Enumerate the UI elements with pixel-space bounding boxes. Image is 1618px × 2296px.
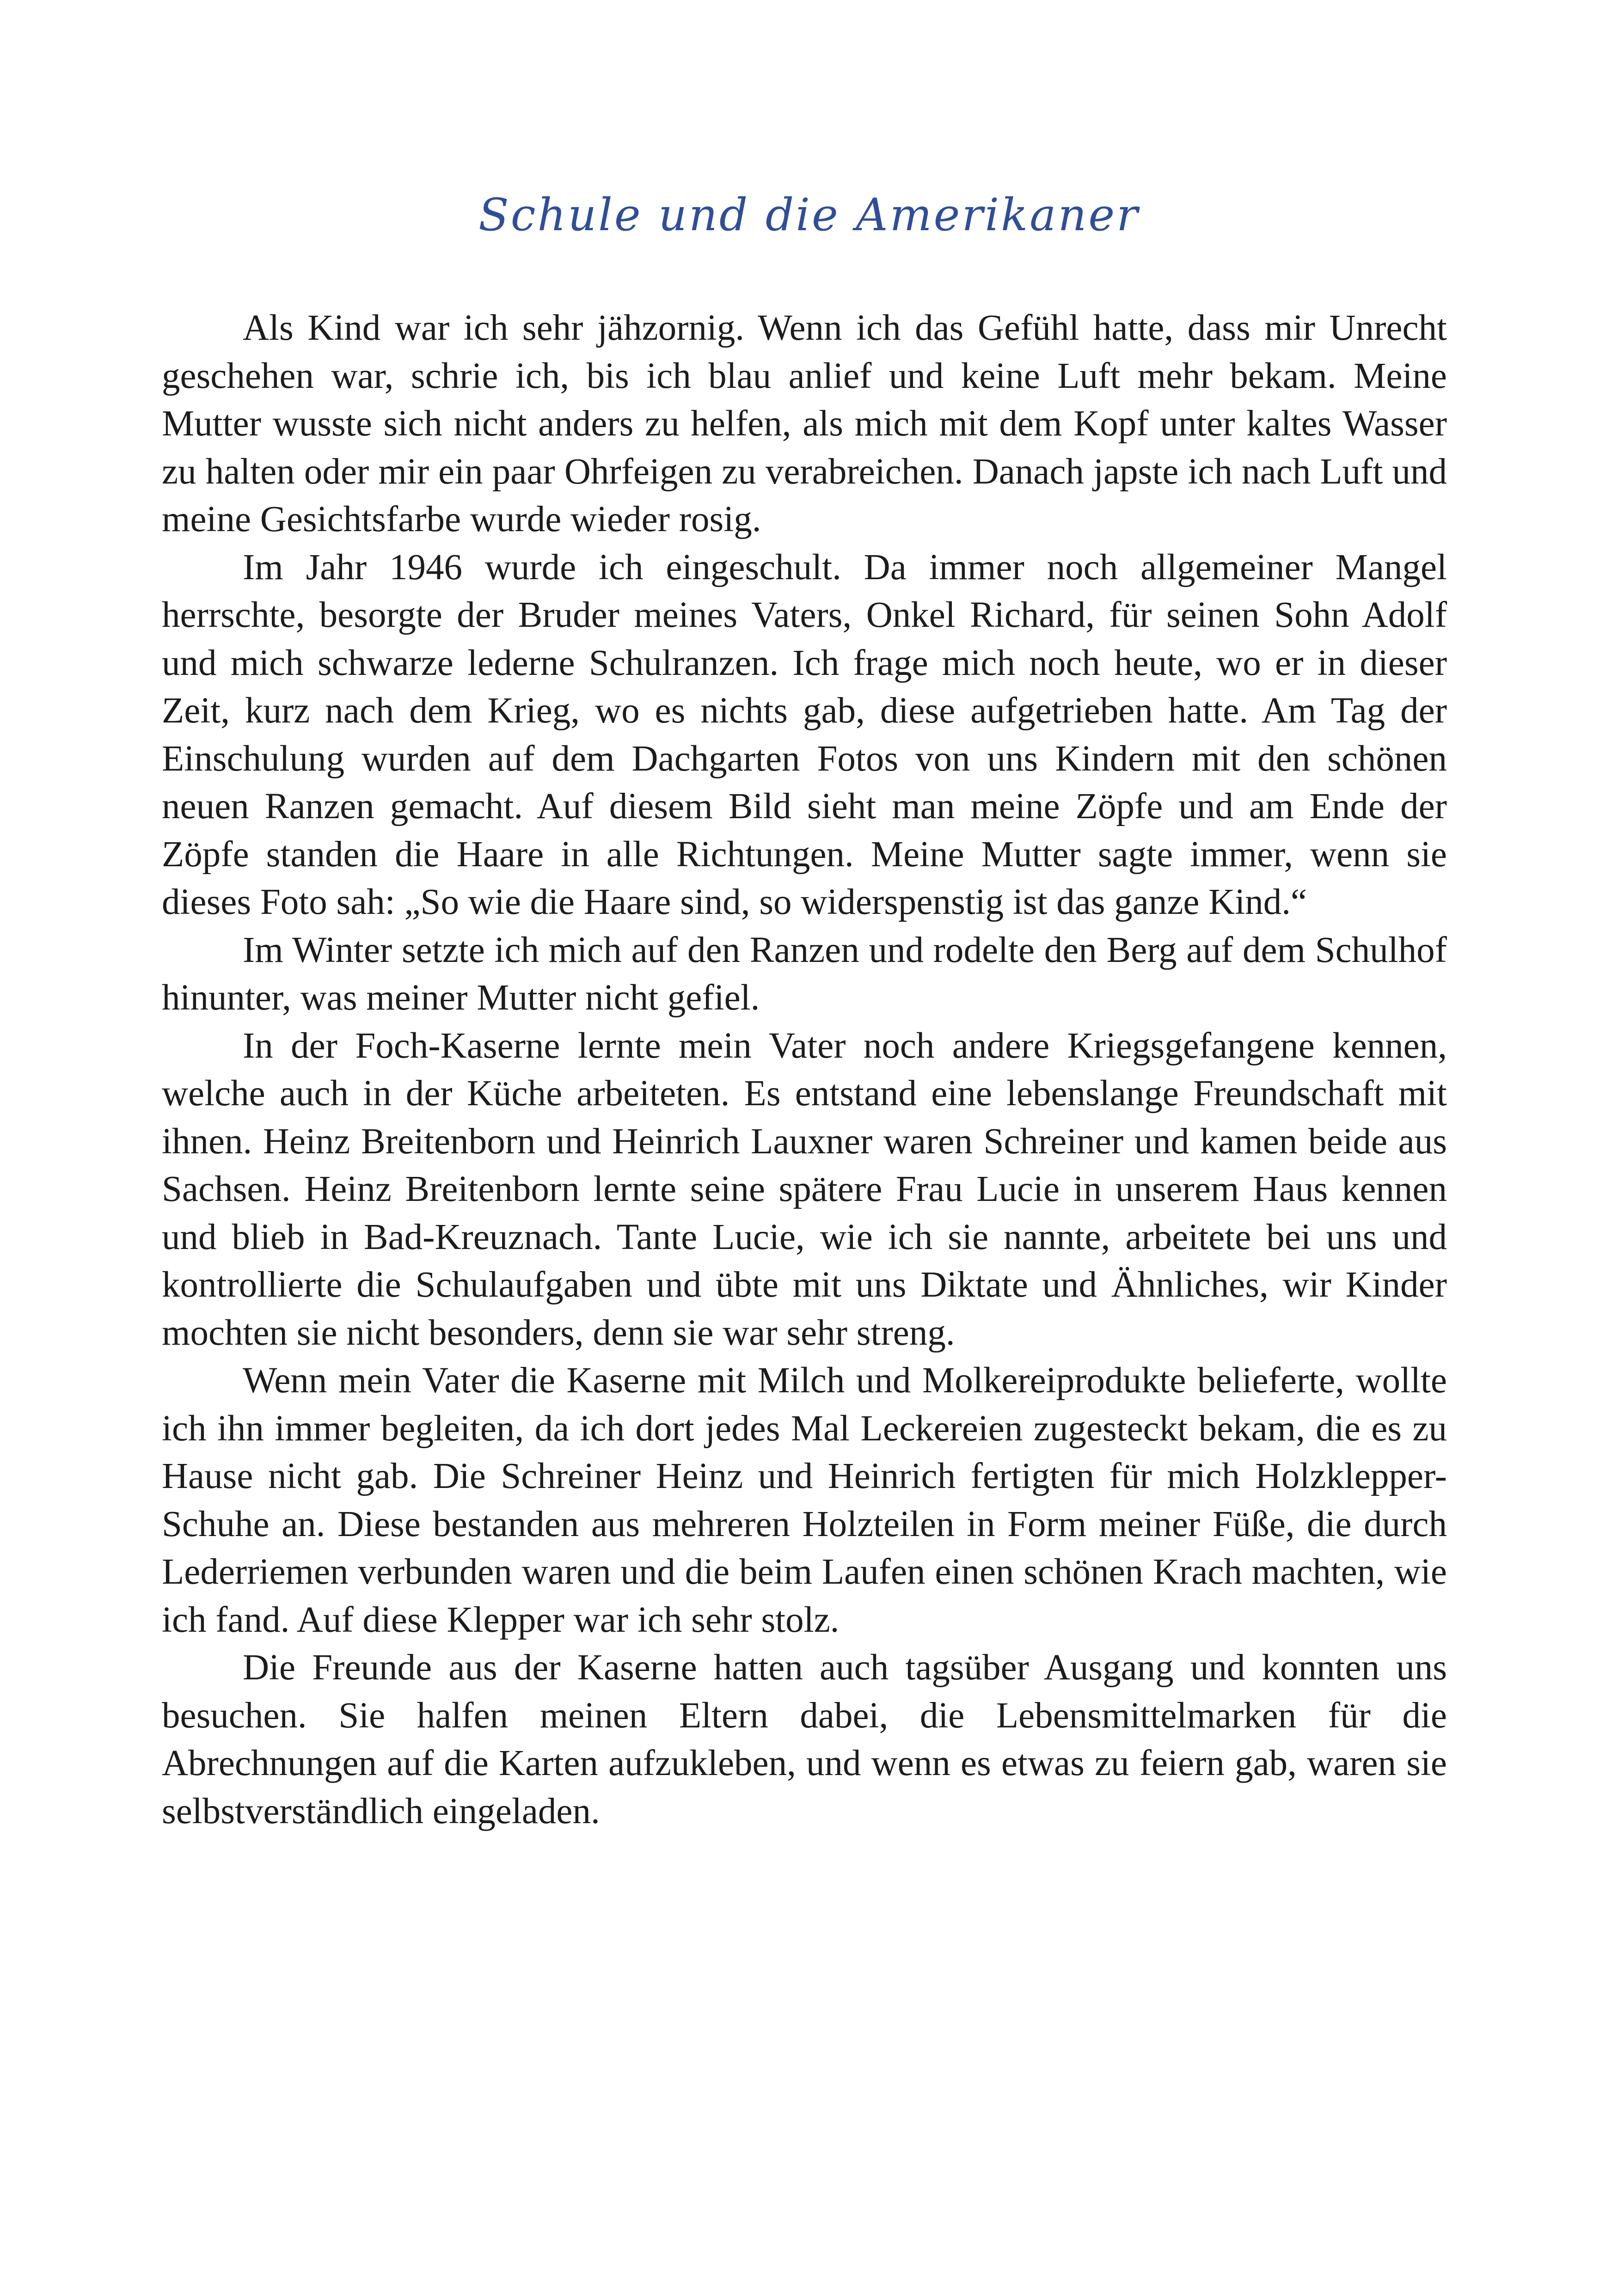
paragraph-3: Im Winter setzte ich mich auf den Ranzen und rodelte den Berg auf dem Schulhof hinunter, was meiner Mutter nicht gefiel. xyxy=(162,930,1447,1018)
chapter-title: Schule und die Amerikaner xyxy=(478,189,1140,241)
paragraph-1: Als Kind war ich sehr jähzornig. Wenn ich das Gefühl hatte, dass mir Unrecht geschehen war, schrie ich, bis ich blau anlief und keine Luft mehr bekam. Meine Mutter wusste sich nicht anders zu helfen, als mich mit dem Kopf unter kaltes Wasser zu halten oder mir ein paar Ohrfeigen zu verabreichen. Danach japste ich nach Luft und meine Gesichtsfarbe wurde wieder rosig. xyxy=(162,308,1447,539)
paragraph-4: In der Foch-Kaserne lernte mein Vater noch andere Kriegsgefangene kennen, welche auch in der Küche arbeiteten. Es entstand eine lebenslange Freundschaft mit ihnen. Heinz Breitenborn und Heinrich Lauxner waren Schreiner und kamen beide aus Sachsen. Heinz Breitenborn lernte seine spätere Frau Lucie in unserem Haus kennen und blieb in Bad-Kreuznach. Tante Lucie, wie ich sie nannte, arbeitete bei uns und kontrollierte die Schulaufgaben und übte mit uns Diktate und Ähnliches, wir Kinder mochten sie nicht besonders, denn sie war sehr streng. xyxy=(162,1025,1447,1353)
paragraph-6: Die Freunde aus der Kaserne hatten auch tagsüber Ausgang und konnten uns besuchen. Sie halfen meinen Eltern dabei, die Lebensmittelmarken für die Abrechnungen auf die Karten aufzukleben, und wenn es etwas zu feiern gab, waren sie selbstverständlich eingeladen. xyxy=(162,1647,1447,1831)
paragraph-2: Im Jahr 1946 wurde ich eingeschult. Da immer noch allgemeiner Mangel herrschte, besorgte der Bruder meines Vaters, Onkel Richard, für seinen Sohn Adolf und mich schwarze lederne Schulranzen. Ich frage mich noch heute, wo er in dieser Zeit, kurz nach dem Krieg, wo es nichts gab, diese aufgetrieben hatte. Am Tag der Einschulung wurden auf dem Dachgarten Fotos von uns Kindern mit den schönen neuen Ranzen gemacht. Auf diesem Bild sieht man meine Zöpfe und am Ende der Zöpfe standen die Haare in alle Richtungen. Meine Mutter sagte immer, wenn sie dieses Foto sah: „So wie die Haare sind, so widerspenstig ist das ganze Kind.“ xyxy=(162,547,1447,922)
chapter-body xyxy=(162,304,1447,1835)
paragraph-5: Wenn mein Vater die Kaserne mit Milch und Molkereiprodukte belieferte, wollte ich ihn immer begleiten, da ich dort jedes Mal Leckereien zugesteckt bekam, die es zu Hause nicht gab. Die Schreiner Heinz und Heinrich fertigten für mich Holzklepper-Schuhe an. Diese bestanden aus mehreren Holzteilen in Form meiner Füße, die durch Lederriemen verbunden waren und die beim Laufen einen schönen Krach machten, wie ich fand. Auf diese Klepper war ich sehr stolz. xyxy=(162,1360,1447,1640)
